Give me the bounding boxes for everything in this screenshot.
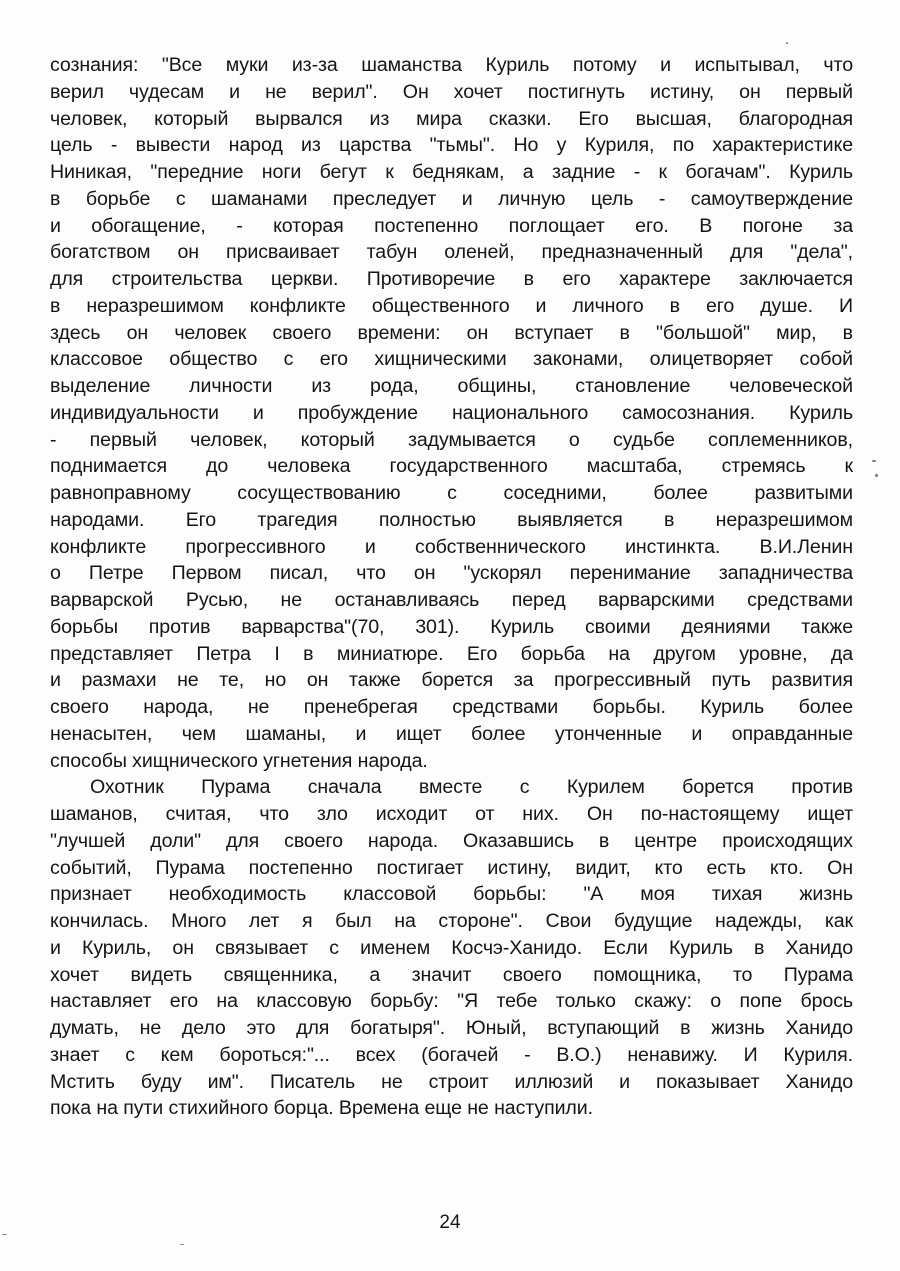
scan-speck	[180, 1244, 184, 1245]
text-line: и размахи не те, но он также борется за прогрессивный путь развития	[50, 669, 853, 692]
text-line: способы хищнического угнетения народа.	[50, 749, 428, 772]
text-line: - первый человек, который задумывается о судьбе соплеменников,	[50, 428, 853, 451]
text-line: Мстить буду им". Писатель не строит иллюзий и показывает Ханидо	[50, 1070, 853, 1093]
text-line: и Куриль, он связывает с именем Косчэ-Ханидо. Если Куриль в Ханидо	[50, 936, 853, 959]
text-line: событий, Пурама постепенно постигает истину, видит, кто есть кто. Он	[50, 856, 853, 879]
text-line: пока на пути стихийного борца. Времена еще не наступили.	[50, 1097, 593, 1120]
text-line: человек, который вырвался из мира сказки. Его высшая, благородная	[50, 107, 853, 130]
scan-speck	[872, 460, 876, 462]
text-line: о Петре Первом писал, что он "ускорял перенимание западничества	[50, 562, 853, 585]
text-line: выделение личности из рода, общины, становление человеческой	[50, 375, 853, 397]
text-line: цель - вывести народ из царства "тьмы". Но у Куриля, по характеристике	[50, 134, 853, 157]
text-line: "лучшей доли" для своего народа. Оказавшись в центре происходящих	[50, 829, 853, 852]
scan-speck	[786, 42, 788, 44]
text-line: хочет видеть священника, а значит своего помощника, то Пурама	[50, 963, 853, 986]
text-line: ненасытен, чем шаманы, и ищет более утонченные и оправданные	[50, 722, 853, 745]
paragraph-start-line: Охотник Пурама сначала вместе с Курилем борется против	[90, 776, 853, 799]
text-line: варварской Русью, не останавливаясь перед варварскими средствами	[50, 589, 853, 611]
text-line: индивидуальности и пробуждение национального самосознания. Куриль	[50, 401, 853, 424]
text-line: богатством он присваивает табун оленей, предназначенный для "дела",	[50, 241, 853, 264]
text-line: кончилась. Много лет я был на стороне". Свои будущие надежды, как	[50, 910, 853, 932]
text-line: в неразрешимом конфликте общественного и личного в его душе. И	[50, 294, 853, 317]
page-number: 24	[439, 1212, 461, 1233]
text-line: здесь он человек своего времени: он вступает в "большой" мир, в	[50, 321, 853, 344]
text-line: представляет Петра I в миниатюре. Его борьба на другом уровне, да	[50, 642, 853, 665]
text-line: шаманов, считая, что зло исходит от них. Он по-настоящему ищет	[50, 803, 853, 825]
text-line: поднимается до человека государственного масштаба, стремясь к	[50, 455, 853, 478]
scan-speck	[2, 1234, 7, 1235]
text-line: классовое общество с его хищническими законами, олицетворяет собой	[50, 348, 853, 371]
text-line: знает с кем бороться:"... всех (богачей - В.О.) ненавижу. И Куриля.	[50, 1043, 853, 1066]
text-line: думать, не дело это для богатыря". Юный, вступающий в жизнь Ханидо	[50, 1017, 853, 1039]
scan-speck	[875, 474, 878, 477]
text-line: своего народа, не пренебрегая средствами борьбы. Куриль более	[50, 696, 853, 718]
text-line: равноправному сосуществованию с соседними, более развитыми	[50, 482, 853, 504]
text-line: верил чудесам и не верил". Он хочет постигнуть истину, он первый	[50, 80, 853, 103]
body-text	[50, 52, 853, 1122]
text-line: и обогащение, - которая постепенно поглощает его. В погоне за	[50, 214, 853, 237]
text-line: для строительства церкви. Противоречие в его характере заключается	[50, 268, 853, 290]
text-line: борьбы против варварства"(70, 301). Куриль своими деяниями также	[50, 615, 853, 638]
text-line: Ниникая, "передние ноги бегут к беднякам, а задние - к богачам". Куриль	[50, 161, 853, 183]
text-line: конфликте прогрессивного и собственнического инстинкта. В.И.Ленин	[50, 535, 853, 558]
text-line: сознания: "Все муки из-за шаманства Куриль потому и испытывал, что	[50, 54, 853, 76]
text-line: наставляет его на классовую борьбу: "Я тебе только скажу: о попе брось	[50, 990, 853, 1013]
text-line: в борьбе с шаманами преследует и личную цель - самоутверждение	[50, 187, 853, 210]
text-line: народами. Его трагедия полностью выявляется в неразрешимом	[50, 508, 853, 531]
text-line: признает необходимость классовой борьбы: "А моя тихая жизнь	[50, 883, 853, 906]
